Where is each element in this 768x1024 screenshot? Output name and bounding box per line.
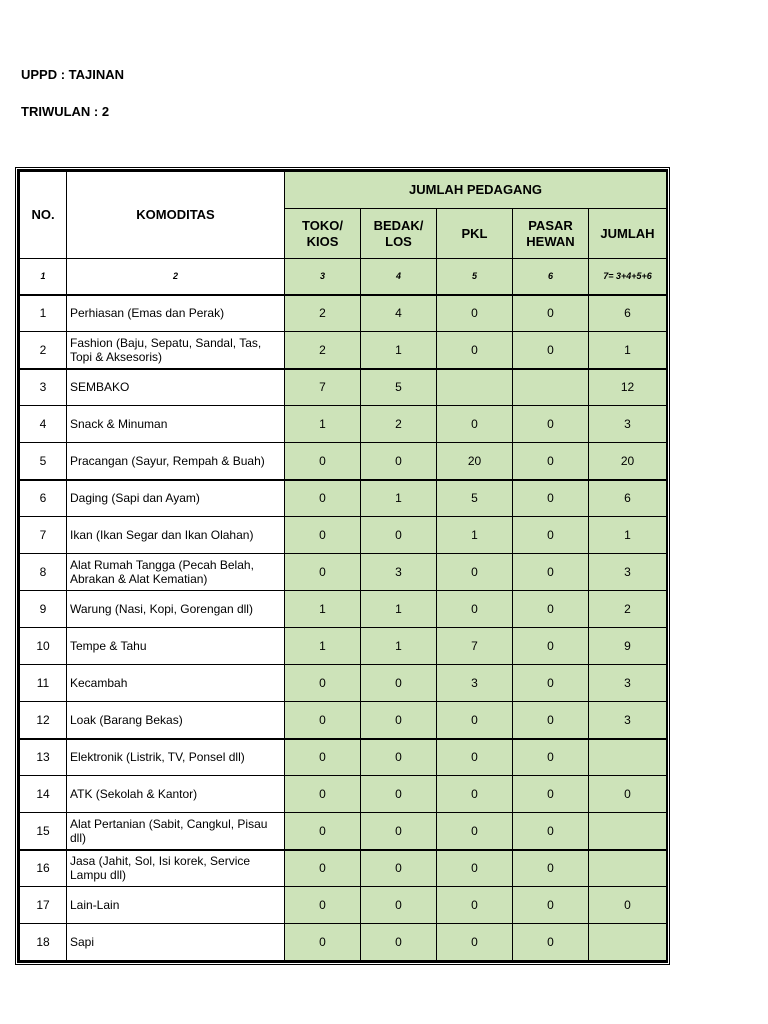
cell-komoditas: Snack & Minuman xyxy=(67,406,285,443)
cell-pasar-hewan: 0 xyxy=(513,517,589,554)
cell-jumlah xyxy=(589,850,667,887)
cell-toko-kios: 0 xyxy=(285,850,361,887)
cell-toko-kios: 0 xyxy=(285,665,361,702)
cell-no: 6 xyxy=(20,480,67,517)
table-row xyxy=(20,665,667,702)
cell-toko-kios: 0 xyxy=(285,887,361,924)
cell-bedak-los: 1 xyxy=(361,332,437,369)
cell-jumlah: 3 xyxy=(589,554,667,591)
cell-pkl: 1 xyxy=(437,517,513,554)
cell-toko-kios: 0 xyxy=(285,517,361,554)
table-row xyxy=(20,554,667,591)
cell-bedak-los: 0 xyxy=(361,665,437,702)
table-row xyxy=(20,702,667,739)
col-header-pasar-line1: PASAR xyxy=(528,217,573,233)
cell-pasar-hewan: 0 xyxy=(513,295,589,332)
col-header-no: NO. xyxy=(20,172,67,259)
col-header-pkl: PKL xyxy=(437,209,513,259)
cell-pkl: 0 xyxy=(437,406,513,443)
group-header-jumlah-pedagang: JUMLAH PEDAGANG xyxy=(285,172,667,209)
cell-pasar-hewan: 0 xyxy=(513,332,589,369)
cell-toko-kios: 0 xyxy=(285,776,361,813)
cell-no: 15 xyxy=(20,813,67,850)
cell-komoditas: Warung (Nasi, Kopi, Gorengan dll) xyxy=(67,591,285,628)
cell-toko-kios: 1 xyxy=(285,628,361,665)
table-row xyxy=(20,295,667,332)
cell-pasar-hewan: 0 xyxy=(513,443,589,480)
index-cell: 1 xyxy=(20,259,67,295)
cell-pkl: 20 xyxy=(437,443,513,480)
cell-jumlah: 1 xyxy=(589,332,667,369)
cell-toko-kios: 2 xyxy=(285,295,361,332)
cell-pasar-hewan: 0 xyxy=(513,776,589,813)
cell-pkl xyxy=(437,369,513,406)
cell-toko-kios: 1 xyxy=(285,406,361,443)
index-cell: 7= 3+4+5+6 xyxy=(589,259,667,295)
cell-bedak-los: 0 xyxy=(361,850,437,887)
cell-bedak-los: 0 xyxy=(361,813,437,850)
cell-jumlah xyxy=(589,739,667,776)
cell-komoditas: Perhiasan (Emas dan Perak) xyxy=(67,295,285,332)
table-row xyxy=(20,406,667,443)
cell-pasar-hewan: 0 xyxy=(513,665,589,702)
cell-toko-kios: 7 xyxy=(285,369,361,406)
col-header-bedak-line2: LOS xyxy=(385,233,412,249)
cell-komoditas: Jasa (Jahit, Sol, Isi korek, Service Lampu dll) xyxy=(67,850,285,887)
col-header-toko-line1: TOKO/ xyxy=(302,217,343,233)
cell-bedak-los: 1 xyxy=(361,628,437,665)
table-row xyxy=(20,739,667,776)
cell-pasar-hewan: 0 xyxy=(513,702,589,739)
cell-bedak-los: 0 xyxy=(361,924,437,961)
cell-komoditas: Alat Pertanian (Sabit, Cangkul, Pisau dll) xyxy=(67,813,285,850)
cell-no: 14 xyxy=(20,776,67,813)
cell-pkl: 0 xyxy=(437,332,513,369)
cell-pkl: 0 xyxy=(437,591,513,628)
cell-pasar-hewan: 0 xyxy=(513,850,589,887)
cell-pkl: 0 xyxy=(437,702,513,739)
cell-bedak-los: 0 xyxy=(361,702,437,739)
cell-bedak-los: 0 xyxy=(361,776,437,813)
cell-komoditas: ATK (Sekolah & Kantor) xyxy=(67,776,285,813)
cell-komoditas: SEMBAKO xyxy=(67,369,285,406)
cell-toko-kios: 2 xyxy=(285,332,361,369)
table-row xyxy=(20,850,667,887)
cell-komoditas: Sapi xyxy=(67,924,285,961)
cell-no: 5 xyxy=(20,443,67,480)
index-cell: 2 xyxy=(67,259,285,295)
cell-toko-kios: 0 xyxy=(285,443,361,480)
cell-bedak-los: 0 xyxy=(361,887,437,924)
cell-pasar-hewan: 0 xyxy=(513,591,589,628)
table-row xyxy=(20,332,667,369)
cell-pasar-hewan: 0 xyxy=(513,887,589,924)
cell-jumlah: 1 xyxy=(589,517,667,554)
col-header-komoditas: KOMODITAS xyxy=(67,172,285,259)
col-header-toko-kios xyxy=(285,209,361,259)
cell-no: 3 xyxy=(20,369,67,406)
cell-jumlah: 9 xyxy=(589,628,667,665)
table-row xyxy=(20,369,667,406)
cell-no: 18 xyxy=(20,924,67,961)
cell-no: 8 xyxy=(20,554,67,591)
cell-pasar-hewan xyxy=(513,369,589,406)
cell-komoditas: Tempe & Tahu xyxy=(67,628,285,665)
cell-jumlah: 3 xyxy=(589,406,667,443)
index-cell: 6 xyxy=(513,259,589,295)
index-cell: 4 xyxy=(361,259,437,295)
cell-pasar-hewan: 0 xyxy=(513,480,589,517)
table-row xyxy=(20,924,667,961)
index-cell: 5 xyxy=(437,259,513,295)
cell-no: 16 xyxy=(20,850,67,887)
cell-komoditas: Ikan (Ikan Segar dan Ikan Olahan) xyxy=(67,517,285,554)
col-header-pasar-line2: HEWAN xyxy=(526,233,575,249)
cell-jumlah: 0 xyxy=(589,887,667,924)
cell-toko-kios: 0 xyxy=(285,813,361,850)
cell-pasar-hewan: 0 xyxy=(513,813,589,850)
cell-bedak-los: 5 xyxy=(361,369,437,406)
cell-bedak-los: 4 xyxy=(361,295,437,332)
col-header-toko-line2: KIOS xyxy=(306,233,339,249)
cell-bedak-los: 2 xyxy=(361,406,437,443)
cell-jumlah: 12 xyxy=(589,369,667,406)
cell-pkl: 0 xyxy=(437,813,513,850)
cell-jumlah: 3 xyxy=(589,665,667,702)
cell-jumlah: 20 xyxy=(589,443,667,480)
cell-pasar-hewan: 0 xyxy=(513,628,589,665)
cell-bedak-los: 3 xyxy=(361,554,437,591)
cell-jumlah xyxy=(589,924,667,961)
cell-pkl: 3 xyxy=(437,665,513,702)
cell-jumlah: 6 xyxy=(589,295,667,332)
triwulan-label: TRIWULAN : 2 xyxy=(21,104,110,119)
col-header-pasar-hewan xyxy=(513,209,589,259)
table-row xyxy=(20,813,667,850)
cell-bedak-los: 0 xyxy=(361,739,437,776)
cell-no: 2 xyxy=(20,332,67,369)
col-header-jumlah: JUMLAH xyxy=(589,209,667,259)
cell-no: 1 xyxy=(20,295,67,332)
cell-pasar-hewan: 0 xyxy=(513,406,589,443)
cell-komoditas: Fashion (Baju, Sepatu, Sandal, Tas, Topi & Aksesoris) xyxy=(67,332,285,369)
cell-pkl: 7 xyxy=(437,628,513,665)
cell-komoditas: Alat Rumah Tangga (Pecah Belah, Abrakan & Alat Kematian) xyxy=(67,554,285,591)
cell-toko-kios: 0 xyxy=(285,924,361,961)
cell-no: 11 xyxy=(20,665,67,702)
cell-toko-kios: 0 xyxy=(285,739,361,776)
cell-pkl: 0 xyxy=(437,776,513,813)
cell-no: 12 xyxy=(20,702,67,739)
cell-bedak-los: 1 xyxy=(361,480,437,517)
cell-pkl: 5 xyxy=(437,480,513,517)
table-row xyxy=(20,517,667,554)
uppd-label: UPPD : TAJINAN xyxy=(21,67,125,82)
cell-komoditas: Loak (Barang Bekas) xyxy=(67,702,285,739)
table-body xyxy=(20,295,667,961)
cell-toko-kios: 1 xyxy=(285,591,361,628)
cell-jumlah: 3 xyxy=(589,702,667,739)
cell-komoditas: Pracangan (Sayur, Rempah & Buah) xyxy=(67,443,285,480)
cell-pkl: 0 xyxy=(437,295,513,332)
cell-pasar-hewan: 0 xyxy=(513,739,589,776)
cell-toko-kios: 0 xyxy=(285,554,361,591)
pedagang-table-frame xyxy=(17,169,668,963)
table-row xyxy=(20,480,667,517)
cell-pkl: 0 xyxy=(437,554,513,591)
cell-no: 10 xyxy=(20,628,67,665)
cell-jumlah: 2 xyxy=(589,591,667,628)
cell-pasar-hewan: 0 xyxy=(513,924,589,961)
cell-jumlah: 0 xyxy=(589,776,667,813)
table-row xyxy=(20,591,667,628)
cell-bedak-los: 0 xyxy=(361,443,437,480)
cell-komoditas: Elektronik (Listrik, TV, Ponsel dll) xyxy=(67,739,285,776)
table-row xyxy=(20,628,667,665)
cell-pkl: 0 xyxy=(437,887,513,924)
cell-no: 17 xyxy=(20,887,67,924)
table-row xyxy=(20,776,667,813)
cell-no: 13 xyxy=(20,739,67,776)
col-header-bedak-line1: BEDAK/ xyxy=(373,217,424,233)
col-header-bedak-los xyxy=(361,209,437,259)
cell-pkl: 0 xyxy=(437,739,513,776)
cell-no: 9 xyxy=(20,591,67,628)
cell-pkl: 0 xyxy=(437,850,513,887)
table-row xyxy=(20,887,667,924)
cell-toko-kios: 0 xyxy=(285,480,361,517)
index-cell: 3 xyxy=(285,259,361,295)
cell-komoditas: Daging (Sapi dan Ayam) xyxy=(67,480,285,517)
cell-bedak-los: 0 xyxy=(361,517,437,554)
pedagang-table xyxy=(19,171,667,961)
cell-komoditas: Lain-Lain xyxy=(67,887,285,924)
cell-komoditas: Kecambah xyxy=(67,665,285,702)
cell-jumlah xyxy=(589,813,667,850)
cell-no: 4 xyxy=(20,406,67,443)
cell-pasar-hewan: 0 xyxy=(513,554,589,591)
cell-no: 7 xyxy=(20,517,67,554)
table-row xyxy=(20,443,667,480)
cell-toko-kios: 0 xyxy=(285,702,361,739)
cell-pkl: 0 xyxy=(437,924,513,961)
cell-bedak-los: 1 xyxy=(361,591,437,628)
cell-jumlah: 6 xyxy=(589,480,667,517)
